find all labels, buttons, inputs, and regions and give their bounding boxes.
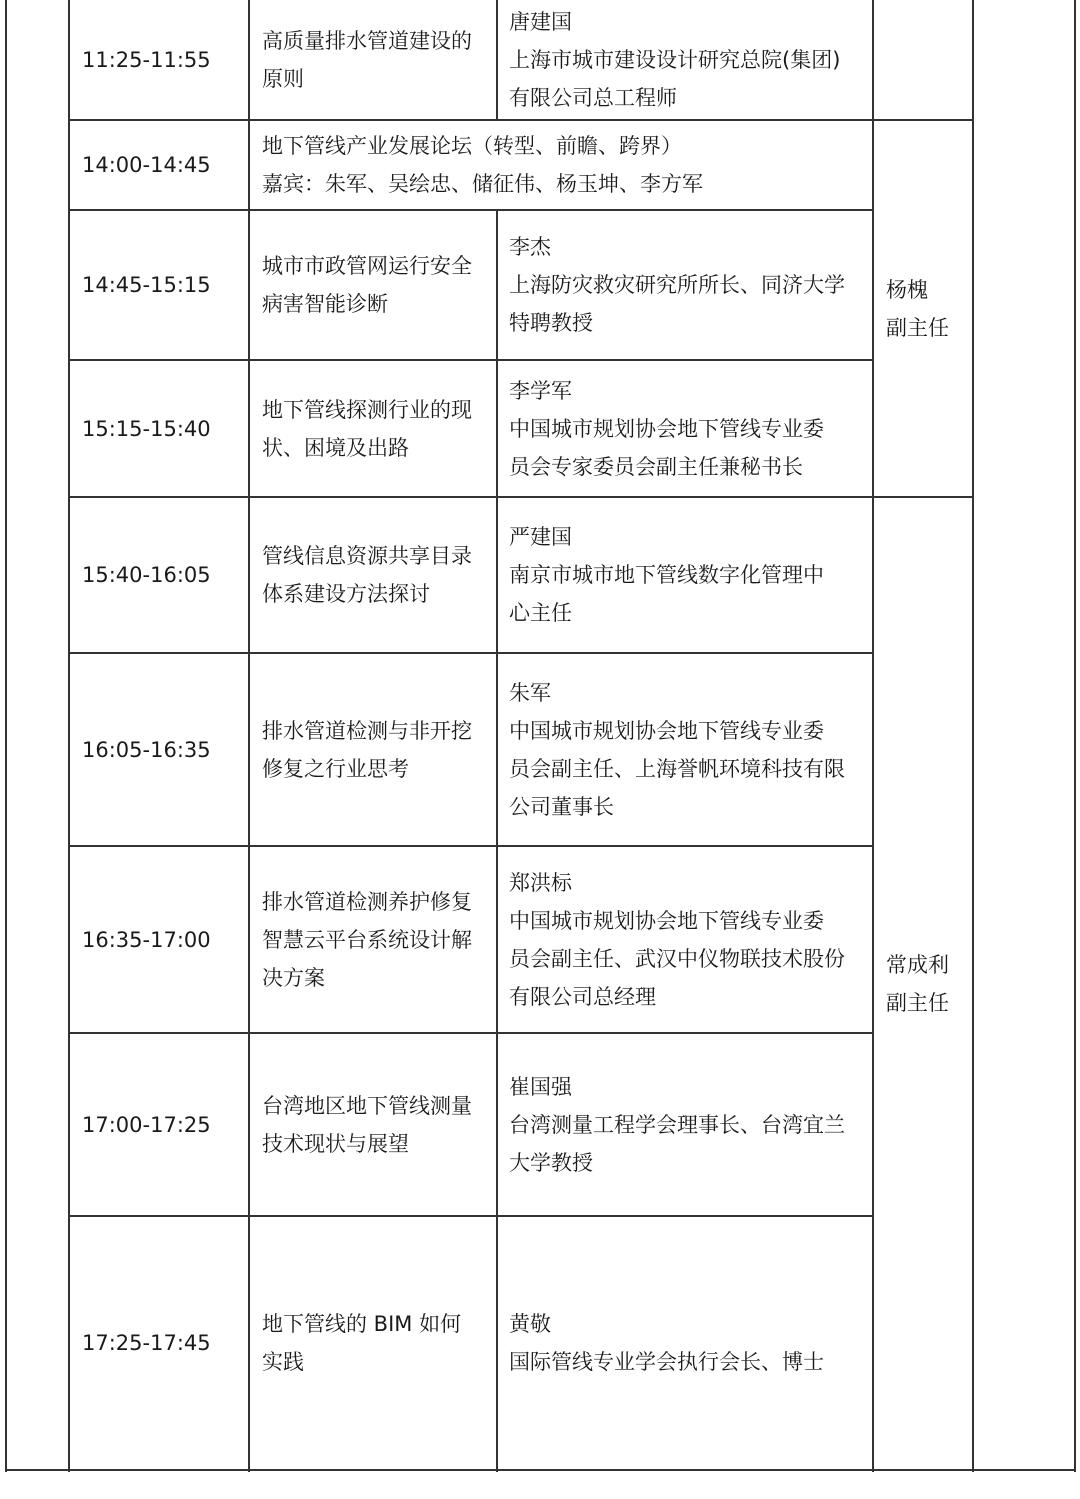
session-topic: 高质量排水管道建设的 原则: [262, 28, 472, 91]
session-speaker: 崔国强 台湾测量工程学会理事长、台湾宜兰 大学教授: [509, 1074, 845, 1175]
session-speaker: 李学军 中国城市规划协会地下管线专业委 员会专家委员会副主任兼秘书长: [509, 378, 824, 479]
table-border-topic-col: [248, 0, 250, 1472]
host-cell: [886, 498, 949, 1469]
session-time: 16:35-17:00: [82, 927, 211, 952]
session-speaker: 严建国 南京市城市地下管线数字化管理中 心主任: [509, 525, 824, 625]
table-border-bottom: [5, 1469, 1076, 1471]
host-title: 副主任: [886, 315, 949, 340]
host-name: 杨槐: [886, 277, 928, 302]
session-speaker: 郑洪标 中国城市规划协会地下管线专业委 员会副主任、武汉中仪物联技术股份 有限公司总经理: [509, 870, 845, 1009]
session-time: 14:00-14:45: [82, 153, 211, 177]
host-cell: [886, 121, 949, 496]
session-topic: 城市市政管网运行安全 病害智能诊断: [262, 254, 472, 316]
table-border-right: [1074, 0, 1076, 1472]
session-time: 11:25-11:55: [82, 47, 211, 72]
session-speaker: 李杰 上海防灾救灾研究所所长、同济大学 特聘教授: [509, 235, 845, 335]
session-topic: 地下管线探测行业的现 状、困境及出路: [262, 397, 472, 460]
session-speaker: 朱军 中国城市规划协会地下管线专业委 员会副主任、上海誉帆环境科技有限 公司董事长: [509, 680, 845, 819]
forum-description: 地下管线产业发展论坛（转型、前瞻、跨界） 嘉宾：朱军、吴绘忠、储征伟、杨玉坤、李方军: [262, 134, 703, 196]
session-topic: 地下管线的 BIM 如何 实践: [262, 1312, 462, 1374]
session-speaker: 黄敬 国际管线专业学会执行会长、博士: [509, 1312, 824, 1374]
session-time: 17:00-17:25: [82, 1112, 211, 1137]
session-time: 16:05-16:35: [82, 737, 211, 762]
session-topic: 台湾地区地下管线测量 技术现状与展望: [262, 1093, 472, 1156]
table-border-host-col: [872, 0, 874, 1472]
session-topic: 排水管道检测养护修复 智慧云平台系统设计解 决方案: [262, 889, 472, 990]
session-topic: 排水管道检测与非开挖 修复之行业思考: [262, 718, 472, 781]
session-topic: 管线信息资源共享目录 体系建设方法探讨: [262, 544, 472, 606]
table-border-left: [5, 0, 7, 1472]
session-time: 17:25-17:45: [82, 1331, 211, 1355]
table-border-speaker-col: [496, 209, 498, 1472]
host-title: 副主任: [886, 990, 949, 1015]
table-border-speaker-col-top: [496, 0, 498, 121]
table-border-time-col: [68, 0, 70, 1472]
session-time: 14:45-15:15: [82, 273, 211, 297]
session-speaker: 唐建国 上海市城市建设设计研究总院(集团) 有限公司总工程师: [509, 9, 841, 110]
session-time: 15:40-16:05: [82, 563, 211, 587]
host-name: 常成利: [886, 952, 949, 977]
session-time: 15:15-15:40: [82, 416, 211, 441]
table-border-extra-col: [972, 0, 974, 1472]
